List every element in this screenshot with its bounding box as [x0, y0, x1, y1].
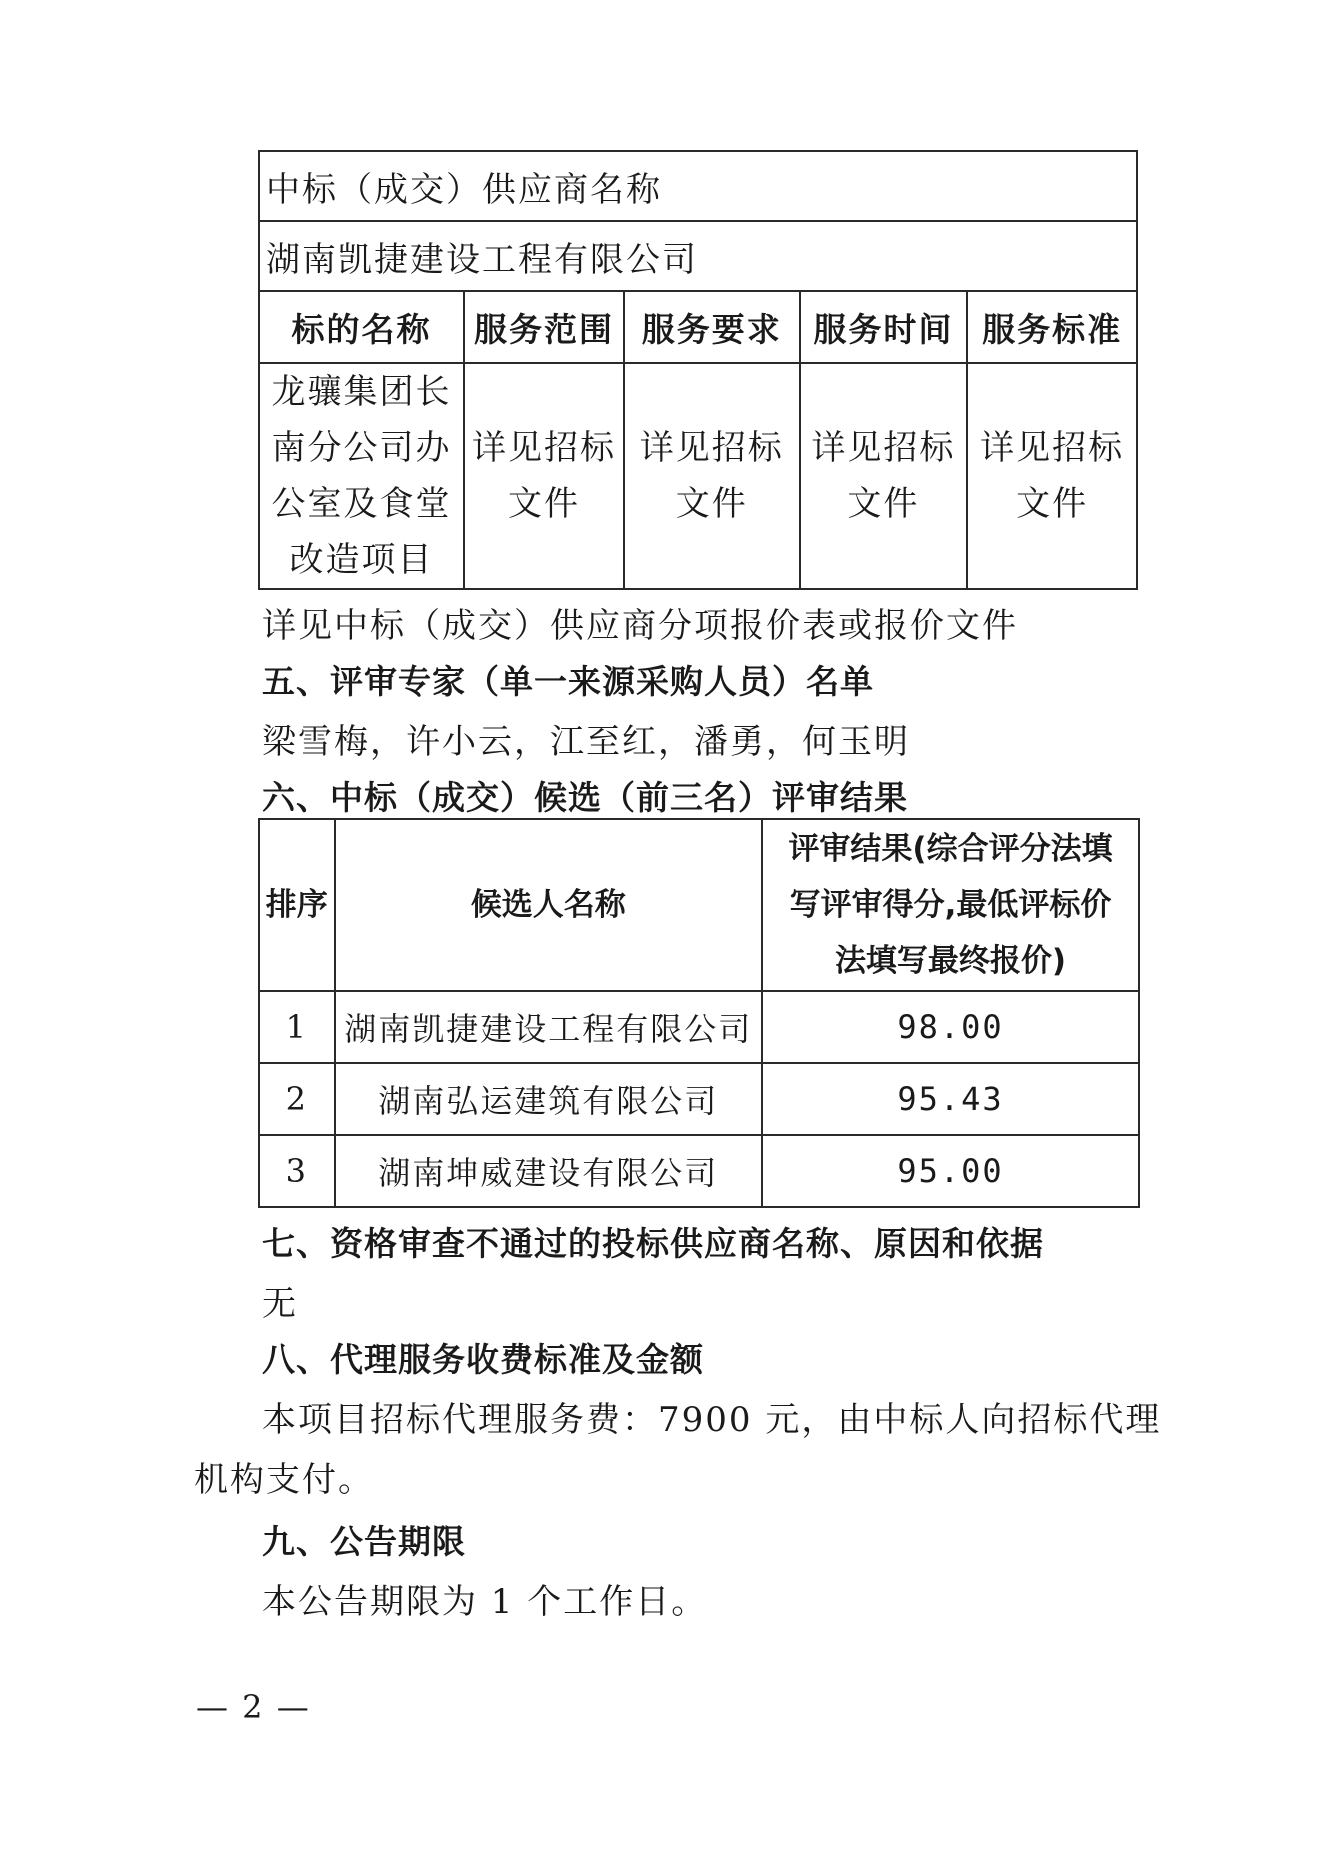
requirements-line: 文件: [675, 484, 748, 524]
time-line: 详见招标: [811, 428, 956, 468]
col-requirements: 服务要求: [624, 291, 800, 363]
subject-cell: [259, 363, 464, 589]
col-subject: 标的名称: [259, 291, 464, 363]
section8-heading: 八、代理服务收费标准及金额: [262, 1340, 704, 1379]
standard-cell: [967, 363, 1137, 589]
scope-line: 文件: [508, 484, 580, 524]
standard-line: 文件: [1016, 484, 1089, 524]
section5-content: 梁雪梅，许小云，江至红，潘勇，何玉明: [262, 722, 910, 762]
table-row: [259, 1135, 1139, 1207]
page-number: — 2 —: [196, 1688, 311, 1726]
section5-heading: 五、评审专家（单一来源采购人员）名单: [262, 662, 874, 701]
supplier-header-cell: [259, 151, 1137, 221]
section9-content: 本公告期限为 1 个工作日。: [262, 1582, 708, 1622]
score-cell: 98.00: [762, 991, 1139, 1063]
scope-cell: [464, 363, 624, 589]
supplier-name-cell: [259, 221, 1137, 291]
result-header-line: 法填写最终报价): [834, 943, 1067, 979]
requirements-cell: [624, 363, 800, 589]
score-cell: 95.00: [762, 1135, 1139, 1207]
table-row: [259, 991, 1139, 1063]
subject-line: 公室及食堂: [271, 484, 452, 524]
award-table: [258, 150, 1138, 590]
results-table: [258, 818, 1140, 1208]
score-cell: 95.43: [762, 1063, 1139, 1135]
section8-content-line2: 机构支付。: [194, 1460, 374, 1500]
section7-heading: 七、资格审查不通过的投标供应商名称、原因和依据: [262, 1224, 1044, 1263]
candidate-name-cell: 湖南弘运建筑有限公司: [335, 1063, 763, 1135]
candidate-name-cell: 湖南凯捷建设工程有限公司: [335, 991, 763, 1063]
section8-content-line1: 本项目招标代理服务费：7900 元，由中标人向招标代理: [262, 1400, 1162, 1440]
col-time: 服务时间: [800, 291, 968, 363]
result-header-line: 写评审得分,最低评标价: [789, 887, 1112, 923]
time-line: 文件: [847, 484, 920, 524]
rank-cell: 1: [259, 991, 335, 1063]
subject-line: 南分公司办: [271, 428, 452, 468]
standard-line: 详见招标: [980, 428, 1125, 468]
rank-cell: 2: [259, 1063, 335, 1135]
subject-line: 龙骧集团长: [271, 372, 452, 412]
col-standard: 服务标准: [967, 291, 1137, 363]
requirements-line: 详见招标: [639, 428, 784, 468]
col-candidate-name: 候选人名称: [335, 819, 763, 991]
subject-line: 改造项目: [289, 540, 434, 580]
col-result: [762, 819, 1139, 991]
section9-heading: 九、公告期限: [262, 1522, 466, 1561]
section6-heading: 六、中标（成交）候选（前三名）评审结果: [262, 778, 908, 817]
supplier-name: 湖南凯捷建设工程有限公司: [266, 239, 698, 280]
price-note: 详见中标（成交）供应商分项报价表或报价文件: [262, 606, 1018, 646]
time-cell: [800, 363, 968, 589]
col-rank: 排序: [259, 819, 335, 991]
rank-cell: 3: [259, 1135, 335, 1207]
candidate-name-cell: 湖南坤威建设有限公司: [335, 1135, 763, 1207]
scope-line: 详见招标: [472, 428, 616, 468]
table-row: [259, 1063, 1139, 1135]
supplier-header: 中标（成交）供应商名称: [266, 169, 662, 210]
section7-content: 无: [262, 1284, 298, 1324]
col-scope: 服务范围: [464, 291, 624, 363]
result-header-line: 评审结果(综合评分法填: [788, 831, 1113, 867]
